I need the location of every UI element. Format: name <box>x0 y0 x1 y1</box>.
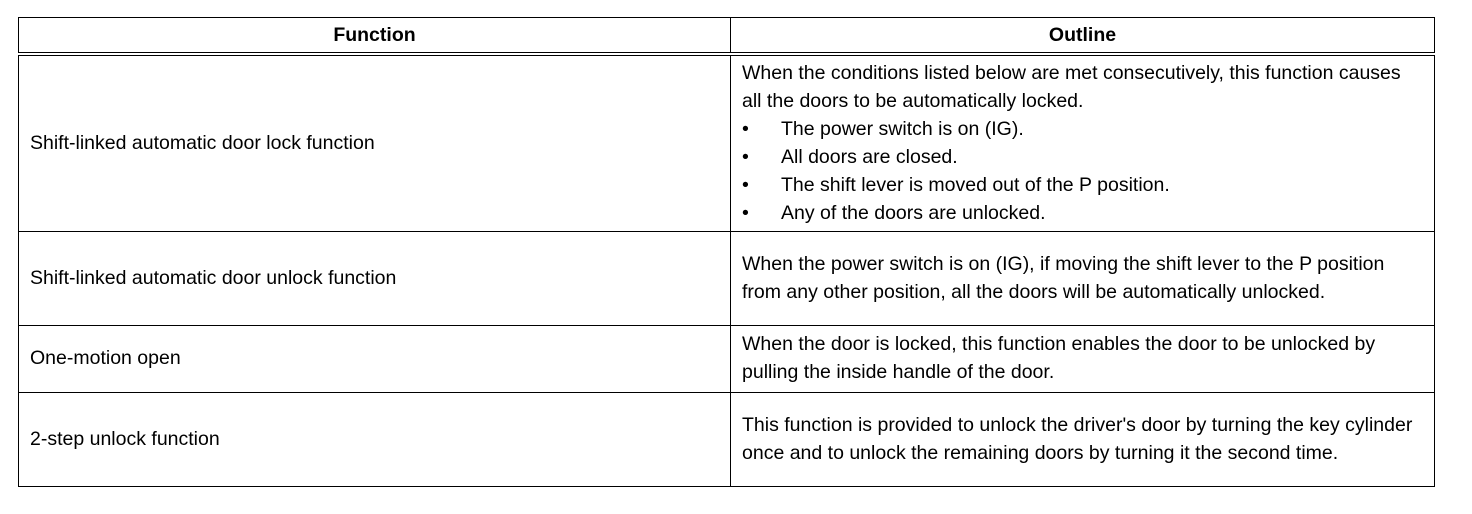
list-item-text: The shift lever is moved out of the P position. <box>781 173 1170 196</box>
table-row <box>19 231 1435 325</box>
bullet-icon: • <box>742 173 749 196</box>
function-outline-table <box>18 17 1435 487</box>
outline-cell <box>731 54 1435 232</box>
outline-cell: When the door is locked, this function enables the door to be unlocked by pulling the inside handle of the door. <box>731 325 1435 392</box>
outline-cell: This function is provided to unlock the driver's door by turning the key cylinder once and to unlock the remaining doors by turning it the second time. <box>731 392 1435 486</box>
function-cell: Shift-linked automatic door lock function <box>19 54 731 232</box>
header-outline: Outline <box>731 18 1435 54</box>
table-row <box>19 54 1435 232</box>
list-item <box>742 171 1424 199</box>
bullet-icon: • <box>742 145 749 168</box>
outline-cell: When the power switch is on (IG), if moving the shift lever to the P position from any other position, all the doors will be automatically unlocked. <box>731 231 1435 325</box>
function-cell: One-motion open <box>19 325 731 392</box>
list-item <box>742 115 1424 143</box>
function-cell: 2-step unlock function <box>19 392 731 486</box>
list-item-text: Any of the doors are unlocked. <box>781 201 1046 224</box>
header-function: Function <box>19 18 731 54</box>
function-cell: Shift-linked automatic door unlock function <box>19 231 731 325</box>
list-item <box>742 199 1424 227</box>
table-row <box>19 392 1435 486</box>
bullet-icon: • <box>742 201 749 224</box>
list-item-text: The power switch is on (IG). <box>781 117 1024 140</box>
list-item <box>742 143 1424 171</box>
table-row <box>19 325 1435 392</box>
outline-intro: When the conditions listed below are met consecutively, this function causes all the doors to be automatically locked. <box>742 61 1401 112</box>
list-item-text: All doors are closed. <box>781 145 958 168</box>
condition-list <box>742 115 1424 227</box>
table-header-row <box>19 18 1435 54</box>
bullet-icon: • <box>742 117 749 140</box>
